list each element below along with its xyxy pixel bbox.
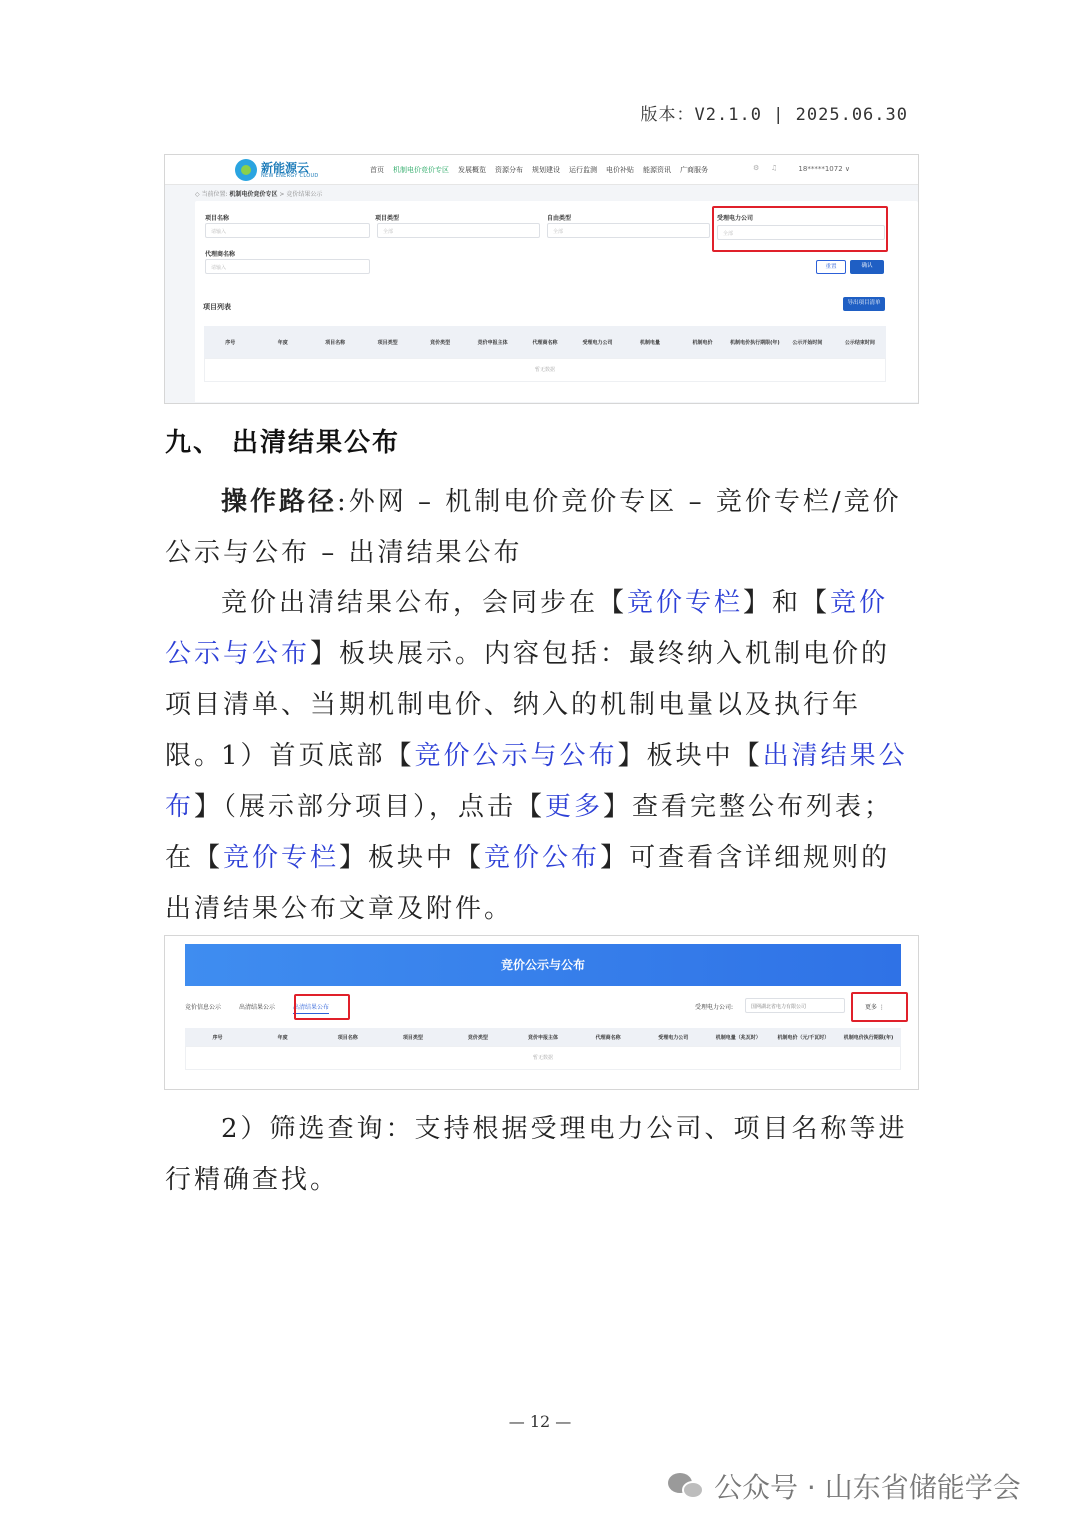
highlight-tab	[294, 994, 350, 1020]
tab-bid-info[interactable]: 竞价信息公示	[185, 1004, 222, 1011]
menu-item-bidding-zone[interactable]: 机制电价竞价专区	[393, 166, 449, 174]
breadcrumb-separator: >	[279, 191, 285, 198]
col-bid-type: 竞价类型	[430, 339, 451, 346]
text: 】板块中【	[339, 843, 485, 873]
watermark	[668, 1466, 1021, 1506]
highlight-grid-company	[712, 206, 888, 252]
highlight-more	[851, 992, 908, 1022]
self-type-label: 自由类型	[547, 215, 572, 222]
col-term: 机制电价执行期限(年)	[730, 339, 780, 346]
user-menu[interactable]: 18*****1072 ∨	[798, 165, 850, 173]
col-project-name: 项目名称	[337, 1034, 358, 1041]
menu-item-subsidy[interactable]: 电价补贴	[606, 166, 634, 174]
text: 竞价出清结果公布，会同步在【	[221, 588, 628, 618]
list-title: 项目列表	[203, 303, 231, 311]
col-volume: 机制电量	[639, 339, 660, 346]
operation-path	[165, 477, 917, 579]
tab-clearing-announcement[interactable]: 出清结果公布	[293, 1002, 329, 1014]
menu-item-resources[interactable]: 资源分布	[495, 166, 523, 174]
version-label: 版本：V2.1.0 | 2025.06.30	[640, 105, 908, 125]
text: 】查看完整公布列表；在【	[165, 792, 894, 873]
grid-company-label: 受理电力公司	[717, 215, 754, 222]
col-index: 序号	[212, 1034, 223, 1041]
company-value: 国网湖北省电力有限公司	[751, 1004, 807, 1010]
project-list-panel	[195, 294, 918, 402]
top-nav	[165, 155, 918, 185]
link-bidding-publicity[interactable]: 竞价公示与公布	[414, 741, 618, 771]
menu-item-home[interactable]: 首页	[370, 166, 384, 174]
text: 】和【	[743, 588, 831, 618]
self-type-select[interactable]	[547, 223, 710, 238]
breadcrumb-page: 竞价结果公示	[286, 191, 323, 198]
project-name-input[interactable]: 请输入	[205, 223, 370, 238]
text: 1）首页底部【	[221, 741, 415, 771]
empty-state: 暂无数据	[185, 1046, 901, 1070]
more-button[interactable]: 更多 ⋮	[865, 1004, 885, 1011]
col-project-type: 项目类型	[402, 1034, 423, 1041]
link-clearing-result[interactable]: 出清结果公布	[165, 741, 908, 822]
col-project-name: 项目名称	[325, 339, 346, 346]
link-bidding-announcement[interactable]: 竞价公布	[484, 843, 601, 873]
breadcrumb-prefix: ◇ 当前位置:	[195, 191, 228, 198]
col-volume: 机制电量（兆瓦时）	[715, 1034, 761, 1041]
col-price: 机制电价（元/千瓦时）	[777, 1034, 830, 1041]
menu-item-service[interactable]: 广商服务	[680, 166, 708, 174]
col-price: 机制电价	[692, 339, 713, 346]
col-grid-company: 受理电力公司	[658, 1034, 689, 1041]
col-agent: 代理商名称	[532, 339, 558, 346]
table-header	[185, 1028, 901, 1046]
table-header	[204, 326, 886, 358]
wechat-icon	[668, 1471, 706, 1501]
agent-name-input[interactable]: 请输入	[205, 259, 370, 274]
confirm-button[interactable]: 确认	[850, 260, 884, 274]
col-project-type: 项目类型	[377, 339, 398, 346]
col-end: 公示结束时间	[844, 339, 875, 346]
menu-item-planning[interactable]: 规划建设	[532, 166, 560, 174]
paragraph-step1	[165, 731, 917, 935]
project-type-label: 项目类型	[375, 215, 400, 222]
path-label: 操作路径	[221, 487, 338, 517]
text: 】板块展示。内容包括：最终纳入机制电价的项目清单、当期机制电价、纳入的机制电量以及执行年限。	[165, 639, 891, 771]
breadcrumb-section[interactable]: 机制电价竞价专区	[229, 191, 278, 198]
panel-banner: 竞价公示与公布	[185, 944, 901, 986]
main-menu	[370, 165, 708, 175]
agent-name-label: 代理商名称	[205, 251, 236, 258]
tab-clearing-publicity[interactable]: 出清结果公示	[239, 1004, 276, 1011]
col-bid-entity: 竞价申报主体	[528, 1034, 559, 1041]
brand-name-en: NEW ENERGY CLOUD	[261, 173, 319, 179]
col-bid-type: 竞价类型	[467, 1034, 488, 1041]
project-name-label: 项目名称	[205, 215, 230, 222]
col-year: 年度	[277, 1034, 288, 1041]
grid-company-value: 全部	[723, 231, 734, 237]
self-type-value: 全部	[553, 229, 564, 235]
screenshot-publicity-panel	[164, 935, 919, 1090]
col-bid-entity: 竞价申报主体	[477, 339, 508, 346]
link-bidding-column[interactable]: 竞价专栏	[223, 843, 340, 873]
export-button[interactable]: 导出项目清单	[843, 297, 885, 311]
link-bidding-publicity[interactable]: 竞价公示与公布	[165, 588, 889, 669]
col-agent: 代理商名称	[595, 1034, 621, 1041]
breadcrumb	[195, 189, 322, 198]
paragraph-step2: 2）筛选查询：支持根据受理电力公司、项目名称等进行精确查找。	[165, 1114, 908, 1195]
menu-item-monitoring[interactable]: 运行监测	[569, 166, 597, 174]
menu-item-overview[interactable]: 发展概览	[458, 166, 486, 174]
col-term: 机制电价执行期限(年)	[843, 1034, 894, 1041]
logo-icon	[235, 159, 257, 181]
col-year: 年度	[277, 339, 288, 346]
project-type-select[interactable]	[377, 223, 540, 238]
bell-icon[interactable]: ♫	[771, 164, 778, 172]
reset-button[interactable]: 重置	[816, 260, 846, 274]
text: 】板块中【	[617, 741, 763, 771]
watermark-text: 公众号 · 山东省储能学会	[714, 1471, 1021, 1504]
section-heading: 九、 出清结果公布	[165, 428, 401, 458]
settings-icon[interactable]: ⚙	[753, 164, 760, 172]
path-text: :外网 – 机制电价竞价专区 – 竞价专栏/竞价公示与公布 – 出清结果公布	[165, 487, 902, 568]
project-type-value: 全部	[383, 229, 394, 235]
col-index: 序号	[225, 339, 236, 346]
col-grid-company: 受理电力公司	[582, 339, 613, 346]
col-start: 公示开始时间	[792, 339, 823, 346]
company-select[interactable]	[745, 998, 845, 1013]
link-more[interactable]: 更多	[545, 792, 604, 822]
link-bidding-column[interactable]: 竞价专栏	[627, 588, 744, 618]
brand-name: 新能源云	[261, 161, 310, 175]
text: 】（展示部分项目），点击【	[194, 792, 546, 822]
company-label: 受理电力公司:	[695, 1004, 734, 1011]
screenshot-project-list	[164, 154, 919, 404]
empty-state: 暂无数据	[204, 358, 886, 382]
page-number: — 12 —	[508, 1412, 572, 1431]
text: 】可查看含详细规则的出清结果公布文章及附件。	[165, 843, 891, 924]
menu-item-news[interactable]: 能源资讯	[643, 166, 671, 174]
